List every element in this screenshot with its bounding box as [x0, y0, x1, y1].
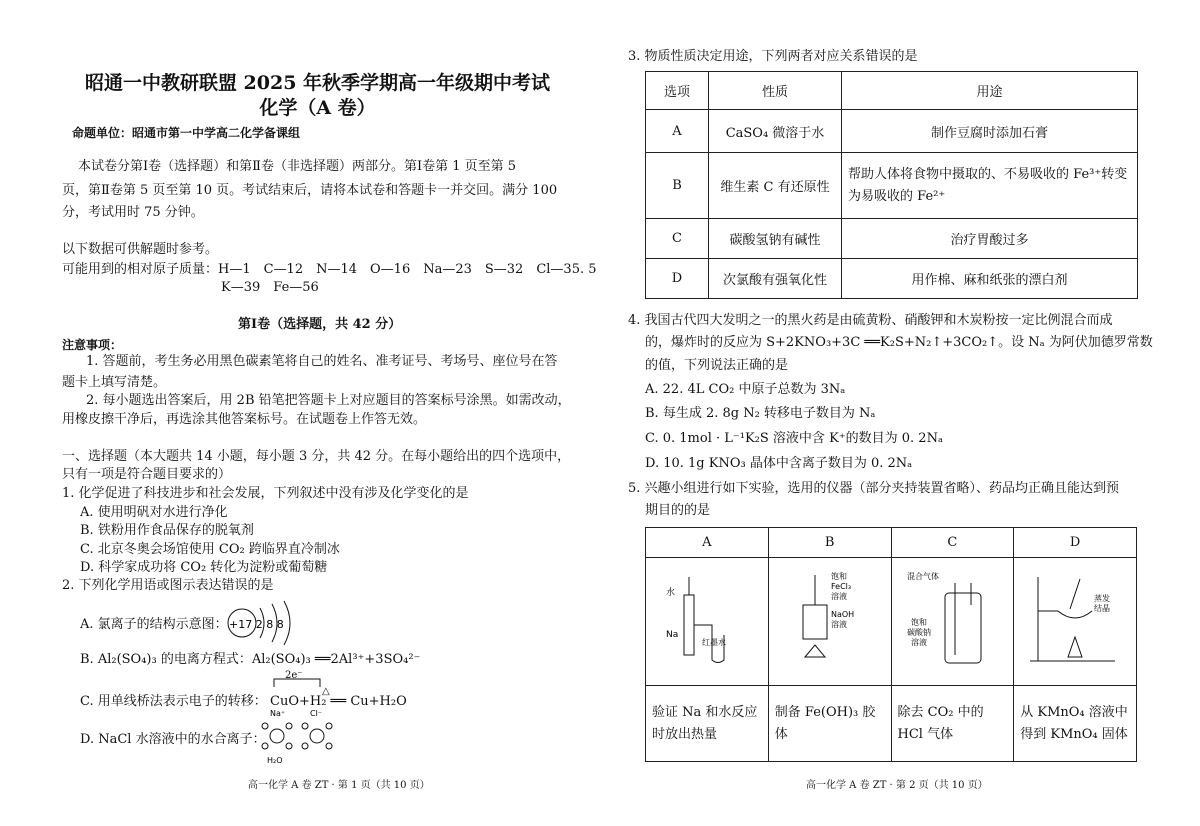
- q5-caption-a: 验证 Na 和水反应时放出热量: [646, 686, 769, 762]
- chloride-diagram-label: +17 2 8 8: [229, 618, 284, 631]
- note-2b: 用橡皮擦干净后，再选涂其他答案标号。在试题卷上作答无效。: [62, 412, 427, 427]
- q5-header-a: A: [646, 528, 769, 558]
- q3-row-b-option: B: [646, 153, 709, 219]
- label-sodium: Na: [665, 629, 679, 640]
- exam-title-line1: 昭通一中教研联盟 2025 年秋季学期高一年级期中考试: [84, 72, 551, 94]
- q5-caption-c: 除去 CO₂ 中的 HCl 气体: [891, 686, 1014, 762]
- label-solution-1: 溶液: [830, 591, 847, 601]
- label-saturated-c: 饱和: [911, 617, 928, 627]
- water-label: H₂O: [267, 756, 283, 765]
- note-1a: 1. 答题前，考生务必用黑色碳素笔将自己的姓名、准考证号、考场号、座位号在答: [86, 354, 558, 369]
- q1-option-c: C. 北京冬奥会场馆使用 CO₂ 跨临界直冷制冰: [80, 542, 340, 557]
- exam-title-line2: 化学（A 卷）: [259, 97, 376, 119]
- q1-option-d: D. 科学家成功将 CO₂ 转化为淀粉或葡萄糖: [80, 560, 328, 575]
- apparatus-b-diagram: [775, 565, 885, 675]
- sodium-ion-label: Na⁺: [270, 709, 286, 718]
- label-naoh: NaOH: [830, 609, 854, 619]
- chloride-ion-diagram: [222, 598, 302, 648]
- q5-caption-d: 从 KMnO₄ 溶液中得到 KMnO₄ 固体: [1014, 686, 1137, 762]
- question-4-line1: 4. 我国古代四大发明之一的黑火药是由硫黄粉、硝酸钾和木炭粉按一定比例混合而成: [628, 313, 1113, 328]
- label-water: 水: [665, 587, 675, 598]
- label-crystallization: 结晶: [1094, 603, 1111, 613]
- heat-symbol: △: [322, 686, 330, 697]
- label-sodium-carbonate: 碳酸钠: [907, 627, 932, 637]
- q3-header-use: 用途: [842, 72, 1138, 110]
- q5-table: [645, 527, 1137, 762]
- question-5-line1: 5. 兴趣小组进行如下实验，选用的仪器（部分夹持装置省略）、药品均正确且能达到预: [628, 481, 1120, 496]
- q3-row-c-property: 碳酸氢钠有碱性: [709, 219, 842, 259]
- exam-author: 命题单位：昭通市第一中学高二化学备课组: [72, 126, 301, 140]
- q3-row-a-property: CaSO₄ 微溶于水: [709, 110, 842, 153]
- question-5-line2: 期目的的是: [645, 503, 711, 518]
- q1-option-b: B. 铁粉用作食品保存的脱氧剂: [80, 523, 254, 538]
- apparatus-c-diagram: [897, 565, 1007, 675]
- q5-header-c: C: [891, 528, 1014, 558]
- intro-line3: 分，考试用时 75 分钟。: [62, 205, 204, 220]
- q5-header-b: B: [768, 528, 891, 558]
- apparatus-d-diagram: [1020, 565, 1130, 675]
- q3-row-d-use: 用作棉、麻和纸张的漂白剂: [842, 259, 1138, 299]
- question-1: 1. 化学促进了科技进步和社会发展，下列叙述中没有涉及化学变化的是: [62, 486, 469, 501]
- note-1b: 题卡上填写清楚。: [62, 375, 167, 390]
- q2-c-equation: CuO+H₂ ══ Cu+H₂O: [270, 694, 407, 709]
- data-note: 以下数据可供解题时参考。: [62, 242, 219, 257]
- note-2a: 2. 每小题选出答案后，用 2B 铅笔把答题卡上对应题目的答案标号涂黑。如需改动，: [86, 393, 571, 408]
- q2-option-d: D. NaCl 水溶液中的水合离子：: [80, 732, 266, 747]
- apparatus-a-cell: [646, 558, 769, 686]
- q2-option-b: B. Al₂(SO₄)₃ 的电离方程式：Al₂(SO₄)₃ ══2Al³⁺+3SO₄²⁻: [80, 652, 421, 667]
- q4-option-d: D. 10. 1g KNO₃ 晶体中含离子数目为 0. 2Nₐ: [645, 456, 913, 471]
- q5-header-d: D: [1014, 528, 1137, 558]
- q3-row-a-option: A: [646, 110, 709, 153]
- label-evaporation: 蒸发: [1094, 593, 1111, 603]
- atomic-mass-line1: 可能用到的相对原子质量：H—1 C—12 N—14 O—16 Na—23 S—32 Cl—35. 5: [62, 262, 597, 277]
- q3-row-b-use: 帮助人体将食物中摄取的、不易吸收的 Fe³⁺转变为易吸收的 Fe²⁺: [842, 153, 1138, 219]
- part1-heading-b: 只有一项是符合题目要求的）: [62, 467, 232, 482]
- label-red-ink: 红墨水: [701, 637, 726, 647]
- apparatus-a-diagram: [652, 565, 762, 675]
- q3-row-d-property: 次氯酸有强氧化性: [709, 259, 842, 299]
- q4-option-b: B. 每生成 2. 8g N₂ 转移电子数目为 Nₐ: [645, 406, 876, 421]
- q3-header-option: 选项: [646, 72, 709, 110]
- apparatus-d-cell: [1014, 558, 1137, 686]
- label-mixed-gas: 混合气体: [907, 571, 940, 581]
- question-3: 3. 物质性质决定用途，下列两者对应关系错误的是: [628, 49, 918, 64]
- page1-footer: 高一化学 A 卷 ZT · 第 1 页（共 10 页）: [248, 780, 430, 791]
- label-saturated: 饱和: [830, 571, 847, 581]
- intro-line2: 页，第Ⅱ卷第 5 页至第 10 页。考试结束后，请将本试卷和答题卡一并交回。满分 100: [62, 183, 558, 198]
- chloride-ion-label: Cl⁻: [310, 709, 323, 718]
- apparatus-b-cell: [768, 558, 891, 686]
- q3-table: [645, 71, 1138, 299]
- q3-row-a-use: 制作豆腐时添加石膏: [842, 110, 1138, 153]
- section1-title: 第Ⅰ卷（选择题，共 42 分）: [238, 317, 402, 332]
- atomic-mass-line2: K—39 Fe—56: [221, 280, 319, 295]
- q2-option-a: A. 氯离子的结构示意图：: [80, 617, 228, 632]
- q4-option-a: A. 22. 4L CO₂ 中原子总数为 3Nₐ: [645, 382, 846, 397]
- q3-row-d-option: D: [646, 259, 709, 299]
- q2-option-c: C. 用单线桥法表示电子的转移：: [80, 694, 267, 709]
- q3-row-c-use: 治疗胃酸过多: [842, 219, 1138, 259]
- q3-row-b-property: 维生素 C 有还原性: [709, 153, 842, 219]
- label-solution-c: 溶液: [911, 637, 928, 647]
- question-4-line3: 的值，下列说法正确的是: [645, 358, 789, 373]
- part1-heading-a: 一、选择题（本大题共 14 小题，每小题 3 分，共 42 分。在每小题给出的四个选项中，: [62, 449, 571, 464]
- question-4-line2: 的，爆炸时的反应为 S+2KNO₃+3C ══K₂S+N₂↑+3CO₂↑。设 Nₐ 为阿伏加德罗常数: [645, 335, 1153, 350]
- q3-row-c-option: C: [646, 219, 709, 259]
- page2-footer: 高一化学 A 卷 ZT · 第 2 页（共 10 页）: [806, 780, 988, 791]
- q4-option-c: C. 0. 1mol · L⁻¹K₂S 溶液中含 K⁺的数目为 0. 2Nₐ: [645, 431, 943, 446]
- q5-caption-b: 制备 Fe(OH)₃ 胶体: [768, 686, 891, 762]
- q3-header-property: 性质: [709, 72, 842, 110]
- notes-title: 注意事项：: [62, 338, 123, 352]
- q1-option-a: A. 使用明矾对水进行净化: [80, 505, 228, 520]
- question-2: 2. 下列化学用语或图示表达错误的是: [62, 578, 274, 593]
- single-bridge-arrow: [270, 676, 330, 688]
- apparatus-c-cell: [891, 558, 1014, 686]
- electron-transfer-label: 2e⁻: [285, 670, 303, 681]
- label-fecl3: FeCl₃: [830, 581, 851, 591]
- label-solution-2: 溶液: [830, 619, 847, 629]
- hydrated-ions-diagram: [255, 706, 355, 766]
- intro-line1: 本试卷分第Ⅰ卷（选择题）和第Ⅱ卷（非选择题）两部分。第Ⅰ卷第 1 页至第 5: [78, 159, 517, 174]
